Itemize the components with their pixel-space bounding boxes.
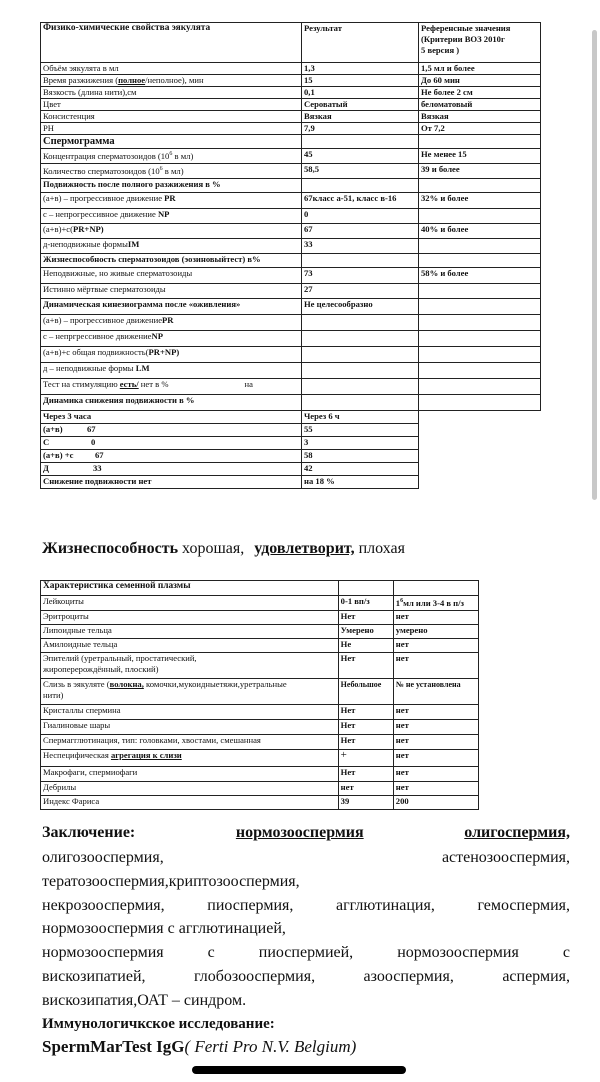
row-reference: 39 и более	[419, 164, 541, 179]
row-label	[41, 209, 302, 224]
row-label	[41, 363, 302, 379]
row-reference: беломатовый	[419, 99, 541, 111]
kinesiogram-value: Не целесообразно	[302, 299, 419, 315]
row-reference-sup: 6	[400, 598, 404, 604]
row-label: Амилоидные тельца	[41, 639, 339, 653]
row-label: Спермагглютинация, тип: головками, хвостами, смешанная	[41, 735, 339, 750]
row-reference: нет	[393, 735, 478, 750]
conclusion-line-2	[42, 847, 570, 868]
row-result: +	[338, 750, 393, 767]
row-label	[41, 750, 339, 767]
table-row	[41, 424, 541, 437]
conclusion-line-8: вискозипатия,ОАТ – синдром.	[42, 992, 247, 1009]
row-label: Цвет	[41, 99, 302, 111]
row-label-part: 67	[87, 424, 96, 434]
table-row	[41, 63, 541, 75]
conclusion-option: некрозооспермия,	[42, 897, 165, 914]
row-label-part: волокна,	[109, 679, 144, 689]
table-row	[41, 363, 541, 379]
row-label-part: д-неподвижные формы	[43, 239, 128, 249]
row-label-part: (а+в) +с	[43, 450, 74, 460]
row-result: 73	[302, 268, 419, 284]
row-result: нет	[338, 782, 393, 796]
row-label-part: LM	[135, 363, 150, 373]
table-row	[41, 123, 541, 135]
table-row	[41, 379, 541, 395]
row-label	[41, 653, 339, 679]
conclusion-option: агглютинация,	[335, 897, 435, 914]
test-line	[42, 1036, 356, 1057]
table-row	[41, 87, 541, 99]
table-row	[41, 75, 541, 87]
table-row	[41, 705, 479, 720]
row-label	[41, 347, 302, 363]
row-label: Лейкоциты	[41, 596, 339, 611]
empty-cell	[338, 581, 393, 596]
empty-cell	[419, 437, 541, 450]
table-row	[41, 596, 479, 611]
table-row	[41, 463, 541, 476]
row-result: 45	[302, 149, 419, 164]
row-label	[41, 193, 302, 209]
table-row	[41, 611, 479, 625]
row-label: Кристаллы спермина	[41, 705, 339, 720]
table-row	[41, 284, 541, 299]
row-label: Липоидные тельца	[41, 625, 339, 639]
empty-cell	[419, 284, 541, 299]
seminal-plasma-table	[40, 580, 479, 810]
conclusion-option: нормозооспермия	[397, 944, 519, 961]
table-row	[41, 99, 541, 111]
table-row	[41, 437, 541, 450]
conclusion-option: глобозооспермия,	[194, 968, 316, 985]
row-reference: 1,5 мл и более	[419, 63, 541, 75]
table-row	[41, 767, 479, 782]
row-label-part: /неполное), мин	[145, 75, 204, 85]
row-label-part: Концентрация сперматозоидов (10	[43, 150, 170, 161]
table-row	[41, 450, 541, 463]
row-result: 33	[302, 239, 419, 254]
conclusion-selected: олигоспермия,	[464, 824, 570, 841]
row-label-part: Тест на стимуляцию	[43, 379, 120, 389]
row-result: 1,3	[302, 63, 419, 75]
row-label-part: (а+в)+с общая подвижность(	[43, 347, 149, 357]
row-label-part: PR+NP)	[148, 347, 180, 357]
table-row	[41, 679, 479, 705]
physico-chemical-table	[40, 22, 541, 489]
viability-option: плохая	[358, 540, 405, 557]
row-result: 58	[302, 450, 419, 463]
conclusion-line-5: нормозооспермия с агглютинацией,	[42, 920, 286, 937]
row-label-part: NP	[151, 331, 163, 341]
row-reference: нет	[393, 767, 478, 782]
row-label-part: Количество сперматозоидов (10	[43, 165, 160, 176]
header-reference-line2: (Критерии ВОЗ 2010г	[421, 34, 505, 44]
empty-cell	[302, 395, 419, 411]
header-property: Физико-химические свойства эякулята	[41, 23, 302, 63]
row-label-part: PR	[164, 193, 176, 203]
row-result: Вязкая	[302, 111, 419, 123]
empty-cell	[419, 463, 541, 476]
row-label-part: (а+в)+с(	[43, 224, 73, 234]
row-label-part: Слизь в эякуляте (	[43, 679, 110, 689]
conclusion-option: вискозипатией,	[42, 968, 146, 985]
section-title-kinesiogram: Динамическая кинезиограмма после «оживления»	[41, 299, 302, 315]
table-row	[41, 782, 479, 796]
row-label-part: Д	[43, 463, 49, 473]
table-row	[41, 193, 541, 209]
row-label-part: С	[43, 437, 50, 447]
row-reference: 32% и более	[419, 193, 541, 209]
empty-cell	[419, 411, 541, 424]
row-reference	[393, 596, 478, 611]
empty-cell	[419, 135, 541, 149]
row-result: 67класс а-51, класс в-16	[302, 193, 419, 209]
row-reference: нет	[393, 653, 478, 679]
table-row	[41, 750, 479, 767]
section-title-spermogram: Спермограмма	[41, 135, 302, 149]
empty-cell	[302, 179, 419, 193]
row-label: Объём эякулята в мл	[41, 63, 302, 75]
row-result: Нет	[338, 705, 393, 720]
row-reference: нет	[393, 611, 478, 625]
row-label	[41, 331, 302, 347]
row-reference: До 60 мин	[419, 75, 541, 87]
row-result: Нет	[338, 720, 393, 735]
conclusion-line-1	[42, 822, 570, 843]
section-row	[41, 179, 541, 193]
section-row	[41, 254, 541, 268]
row-result: 0,1	[302, 87, 419, 99]
row-label	[41, 463, 302, 476]
row-label-part: на	[244, 379, 253, 389]
row-label-part: жироперерождённый, плоский)	[43, 664, 159, 674]
empty-cell	[419, 450, 541, 463]
table-row	[41, 331, 541, 347]
empty-cell	[302, 135, 419, 149]
row-label: Неподвижные, но живые сперматозоиды	[41, 268, 302, 284]
row-label: Истинно мёртвые сперматозоиды	[41, 284, 302, 299]
row-result: 67	[302, 224, 419, 239]
row-result: 0	[302, 209, 419, 224]
test-name: SpermMarTest IgG	[42, 1037, 185, 1056]
empty-cell	[419, 424, 541, 437]
row-reference: нет	[393, 750, 478, 767]
conclusion-option: аспермия,	[502, 968, 570, 985]
row-result: 15	[302, 75, 419, 87]
section-row	[41, 581, 479, 596]
row-result: Нет	[338, 653, 393, 679]
row-reference: 58% и более	[419, 268, 541, 284]
empty-cell	[302, 315, 419, 331]
row-label	[41, 149, 302, 164]
row-reference: 40% и более	[419, 224, 541, 239]
row-reference: Не более 2 см	[419, 87, 541, 99]
row-label: Гиалиновые шары	[41, 720, 339, 735]
table-header-row	[41, 23, 541, 63]
empty-cell	[393, 581, 478, 596]
section-title-decline: Динамика снижения подвижности в %	[41, 395, 302, 411]
row-result: 39	[338, 796, 393, 810]
empty-cell	[302, 331, 419, 347]
conclusion-option: пиоспермией,	[258, 944, 354, 961]
conclusion-option: олигозооспермия,	[42, 849, 164, 866]
decline-col-6h: Через 6 ч	[302, 411, 419, 424]
row-label: Эритроциты	[41, 611, 339, 625]
row-label-part: PR+NP)	[72, 224, 104, 234]
row-result: Нет	[338, 611, 393, 625]
table-row	[41, 653, 479, 679]
row-label-sup: 6	[169, 151, 173, 157]
row-label: Вязкость (длина нити),см	[41, 87, 302, 99]
row-result: Нет	[338, 767, 393, 782]
row-result: Небольшое	[338, 679, 393, 705]
scrollbar[interactable]	[592, 30, 597, 500]
empty-cell	[419, 331, 541, 347]
row-reference: Не менее 15	[419, 149, 541, 164]
table-row	[41, 639, 479, 653]
table-row	[41, 796, 479, 810]
row-label	[41, 224, 302, 239]
row-label-part: нити)	[43, 690, 64, 700]
row-label: Дебрилы	[41, 782, 339, 796]
empty-cell	[419, 299, 541, 315]
conclusion-line-6	[42, 942, 570, 963]
home-indicator[interactable]	[192, 1066, 406, 1074]
section-row	[41, 395, 541, 411]
empty-cell	[419, 209, 541, 224]
table-row	[41, 164, 541, 179]
row-label-part: Время разжижения (	[43, 75, 119, 85]
table-row	[41, 720, 479, 735]
section-title-plasma: Характеристика семенной плазмы	[41, 581, 339, 596]
viability-line	[42, 538, 405, 559]
empty-cell	[419, 347, 541, 363]
empty-cell	[302, 347, 419, 363]
row-label-part: Неспецифическая	[43, 750, 111, 760]
empty-cell	[302, 379, 419, 395]
row-reference: Вязкая	[419, 111, 541, 123]
row-reference: нет	[393, 720, 478, 735]
table-row	[41, 111, 541, 123]
table-row	[41, 411, 541, 424]
table-row	[41, 315, 541, 331]
empty-cell	[419, 363, 541, 379]
section-row	[41, 135, 541, 149]
empty-cell	[419, 179, 541, 193]
empty-cell	[419, 315, 541, 331]
row-reference: От 7,2	[419, 123, 541, 135]
row-label-part: (а+в) – прогрессивное движение	[43, 193, 165, 203]
row-label-part: комочки,мукоидныетяжи,уретральные	[143, 679, 287, 689]
row-result: 42	[302, 463, 419, 476]
row-label-part: нет в %	[138, 379, 169, 389]
row-label-part: полное	[118, 75, 146, 85]
row-label	[41, 437, 302, 450]
row-label	[41, 679, 339, 705]
row-label-part: 67	[95, 450, 104, 460]
header-reference	[419, 23, 541, 63]
test-source: ( Ferti Pro N.V. Belgium)	[184, 1037, 357, 1056]
table-row	[41, 735, 479, 750]
row-label-part: есть/	[119, 379, 139, 389]
section-title-vitality: Жизнеспособность сперматозоидов (эозиновыйтест) в%	[41, 254, 302, 268]
conclusion-selected: нормозооспермия	[235, 824, 364, 841]
immunology-title: Иммунологичкское исследование:	[42, 1016, 275, 1032]
conclusion-option: гемоспермия,	[477, 897, 570, 914]
table-row	[41, 224, 541, 239]
header-reference-line3: 5 версия )	[421, 45, 460, 55]
row-label-part: 0	[91, 437, 96, 447]
row-reference: умерено	[393, 625, 478, 639]
row-reference: нет	[393, 705, 478, 720]
row-label: Макрофаги, спермиофаги	[41, 767, 339, 782]
row-label-part: (а+в)	[43, 424, 63, 434]
table-row	[41, 476, 541, 489]
conclusion-option: нормозооспермия	[42, 944, 164, 961]
row-reference: 200	[393, 796, 478, 810]
row-label	[41, 424, 302, 437]
row-result: 0-1 вп/з	[338, 596, 393, 611]
row-label	[41, 315, 302, 331]
empty-cell	[419, 476, 541, 489]
row-label-part: NP	[157, 209, 170, 219]
table-row	[41, 347, 541, 363]
row-label-part: агрегация к слизи	[110, 750, 182, 760]
conclusion-line-4	[42, 895, 570, 916]
row-label-part: IM	[127, 239, 140, 249]
header-result: Результат	[302, 23, 419, 63]
viability-option: хорошая,	[182, 540, 245, 557]
row-label-part: 33	[93, 463, 102, 473]
conclusion-option: пиоспермия,	[207, 897, 294, 914]
row-reference-part: 1	[395, 597, 401, 608]
conclusion-option: астенозооспермия,	[441, 849, 570, 866]
row-label: PH	[41, 123, 302, 135]
row-reference: № не установлена	[393, 679, 478, 705]
row-label: Консистенция	[41, 111, 302, 123]
row-result: Нет	[338, 735, 393, 750]
viability-label: Жизнеспособность	[42, 540, 179, 557]
row-label-part: с – непргрессивное движение	[43, 331, 152, 341]
conclusion-option: азооспермия,	[363, 968, 454, 985]
conclusion-line-3: тератозооспермия,криптозооспермия,	[42, 873, 300, 890]
row-label-part: с – непрогрессивное движение	[43, 209, 158, 219]
decline-col-3h: Через 3 часа	[41, 411, 302, 424]
row-label-sup: 6	[159, 166, 163, 172]
conclusion-word: с	[562, 944, 570, 961]
row-result: 7,9	[302, 123, 419, 135]
row-label	[41, 164, 302, 179]
row-label-part: PR	[162, 315, 174, 325]
row-result: на 18 %	[302, 476, 419, 489]
empty-cell	[302, 363, 419, 379]
row-result: Сероватый	[302, 99, 419, 111]
row-label-part: (а+в) – прогрессивное движение	[43, 315, 163, 325]
row-label: Снижение подвижности нет	[41, 476, 302, 489]
row-reference: нет	[393, 639, 478, 653]
row-label-part: в мл)	[172, 150, 194, 161]
row-result: 3	[302, 437, 419, 450]
header-reference-line1: Референсные значения	[421, 23, 511, 33]
row-reference: нет	[393, 782, 478, 796]
row-label	[41, 450, 302, 463]
viability-option-selected: удовлетворит,	[254, 540, 355, 557]
row-label: Индекс Фариса	[41, 796, 339, 810]
row-result: 58,5	[302, 164, 419, 179]
row-label-part: д – неподвижные формы	[43, 363, 136, 373]
table-row	[41, 239, 541, 254]
row-result: 27	[302, 284, 419, 299]
row-result: 55	[302, 424, 419, 437]
empty-cell	[419, 395, 541, 411]
row-label-part: Эпителий (уретральный, простатический,	[43, 653, 197, 663]
empty-cell	[419, 239, 541, 254]
empty-cell	[419, 254, 541, 268]
table-row	[41, 625, 479, 639]
table-row	[41, 268, 541, 284]
conclusion-line-7	[42, 966, 570, 987]
empty-cell	[302, 254, 419, 268]
conclusion-word: с	[207, 944, 215, 961]
row-label-part: в мл)	[162, 165, 184, 176]
table-row	[41, 209, 541, 224]
table-row	[41, 149, 541, 164]
row-reference-part: мл или 3-4 в п/з	[403, 597, 464, 608]
row-result: Умерено	[338, 625, 393, 639]
row-result: Не	[338, 639, 393, 653]
row-label	[41, 239, 302, 254]
row-label	[41, 75, 302, 87]
section-title-motility: Подвижность после полного разжижения в %	[41, 179, 302, 193]
section-row	[41, 299, 541, 315]
conclusion-label: Заключение:	[42, 824, 136, 841]
empty-cell	[419, 379, 541, 395]
row-label	[41, 379, 302, 395]
